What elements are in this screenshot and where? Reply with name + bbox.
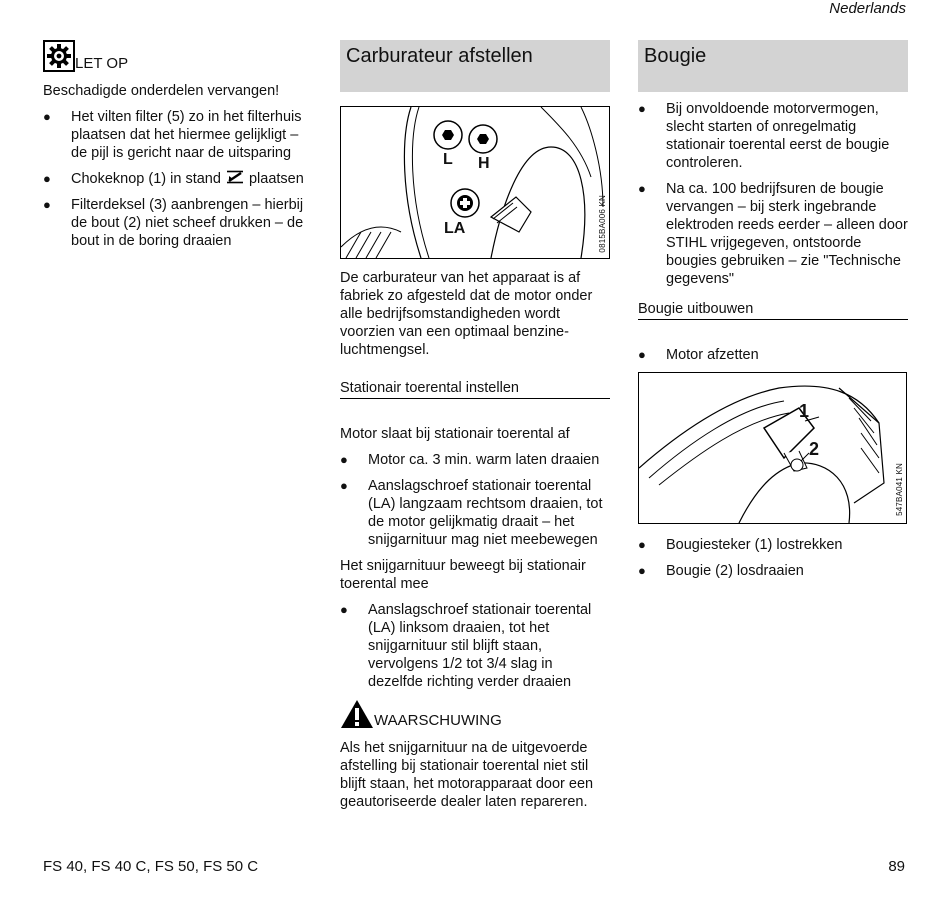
list-item: ● Filterdeksel (3) aanbrengen – hierbij de bout (2) niet scheef drukken – de bout in de boring draaien (43, 196, 313, 250)
list-item: ● Motor afzetten (638, 346, 908, 364)
carburetor-illustration (341, 107, 609, 258)
label-h: H (478, 155, 490, 172)
page-number: 89 (888, 858, 905, 875)
column-notice (43, 40, 313, 258)
column-spark-plug (638, 40, 908, 588)
list-remove-plug (638, 346, 908, 364)
choke-symbol-icon (225, 170, 245, 183)
list-item: ● Chokeknop (1) in stand plaatsen (43, 170, 313, 188)
warning-text: Als het snijgarnituur na de uitgevoerde afstelling bij stationair toerental niet stil blijft staan, het motorapparaat door een geautoriseerde dealer laten repareren. (340, 740, 594, 810)
list-remove-steps (638, 536, 908, 580)
heading-cutter-moves: Het snijgarnituur beweegt bij stationair toerental mee (340, 558, 586, 592)
notice-list (43, 108, 313, 250)
list-item: ● Bougiesteker (1) lostrekken (638, 536, 908, 554)
list-item: ● Aanslagschroef stationair toerental (LA) linksom draaien, tot het snijgarnituur stil blijft staan, vervolgens 1/2 tot 3/4 slag in dezelfde richting verder draaien (340, 601, 610, 691)
list-engine-stalls (340, 451, 610, 549)
section-heading: Bougie (638, 40, 908, 92)
warning-triangle-icon (340, 699, 374, 729)
carburetor-intro: De carburateur van het apparaat is af fabriek zo afgesteld dat de motor onder alle bedrijfsomstandigheden wordt voorzien van een optimaal benzine-luchtmengsel. (340, 270, 593, 358)
spark-plug-figure (638, 372, 907, 524)
warning-label: WAARSCHUWING (374, 712, 502, 729)
carburetor-figure (340, 106, 610, 259)
list-item: ● Bougie (2) losdraaien (638, 562, 908, 580)
list-item: ● Na ca. 100 bedrijfsuren de bougie vervangen – bij sterk ingebrande elektroden reeds eerder – alleen door STIHL vrijgegeven, ontstoorde bougies gebruiken – zie "Technische gegevens" (638, 180, 908, 288)
notice-heading (43, 40, 313, 72)
figure-code: 547BA041 KN (895, 463, 904, 516)
gear-icon (43, 40, 75, 72)
heading-engine-stalls: Motor slaat bij stationair toerental af (340, 426, 570, 442)
warning-heading (340, 699, 610, 729)
footer-models: FS 40, FS 40 C, FS 50, FS 50 C (43, 858, 259, 875)
language-label: Nederlands (829, 0, 906, 17)
label-2: 2 (809, 439, 820, 459)
spark-plug-illustration (639, 373, 906, 523)
notice-intro: Beschadigde onderdelen vervangen! (43, 83, 280, 99)
figure-code: 0815BA006 KN (598, 195, 607, 253)
list-cutter-moves (340, 601, 610, 691)
label-1: 1 (799, 401, 810, 421)
list-item: ● Bij onvoldoende motorvermogen, slecht starten of onregelmatig stationair toerental eerst de bougie controleren. (638, 100, 908, 172)
label-la: LA (444, 220, 466, 237)
subheading-remove-plug: Bougie uitbouwen (638, 300, 908, 320)
section-heading: Carburateur afstellen (340, 40, 610, 92)
subheading-idle: Stationair toerental instellen (340, 379, 610, 399)
notice-label: LET OP (75, 55, 129, 72)
column-carburetor (340, 40, 610, 811)
list-item: ● Het vilten filter (5) zo in het filterhuis plaatsen dat het hiermee gelijkligt – de pijl is gericht naar de uitsparing (43, 108, 313, 162)
list-spark-plug-info (638, 100, 908, 288)
label-l: L (443, 151, 453, 168)
list-item: ● Aanslagschroef stationair toerental (LA) langzaam rechtsom draaien, tot de motor gelijkmatig draait – het snijgarnituur mag niet meebewegen (340, 477, 610, 549)
list-item: ● Motor ca. 3 min. warm laten draaien (340, 451, 610, 469)
